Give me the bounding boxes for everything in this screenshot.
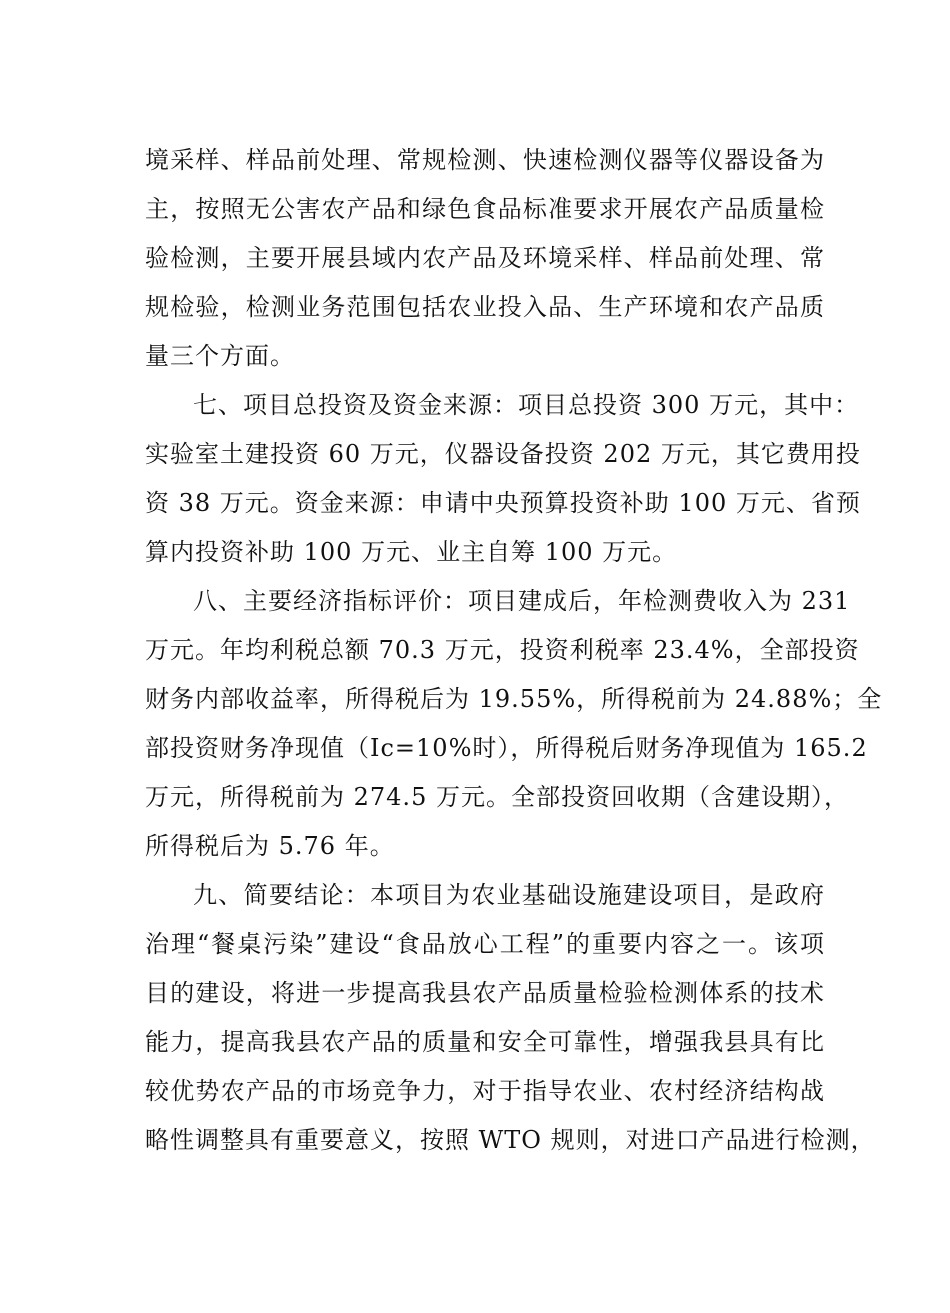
text-line: 资 38 万元。资金来源：申请中央预算投资补助 100 万元、省预	[145, 489, 861, 517]
text-line: 境采样、样品前处理、常规检测、快速检测仪器等仪器设备为	[145, 146, 825, 174]
text-line: 九、简要结论：本项目为农业基础设施建设项目，是政府	[193, 881, 825, 909]
paragraph-conclusion	[145, 871, 876, 1165]
text-line: 财务内部收益率，所得税后为 19.55%，所得税前为 24.88%；全	[145, 685, 883, 713]
text-line: 万元，所得税前为 274.5 万元。全部投资回收期（含建设期），	[145, 783, 849, 811]
text-line: 量三个方面。	[145, 342, 295, 370]
text-line: 略性调整具有重要意义，按照 WTO 规则，对进口产品进行检测，	[145, 1126, 876, 1154]
text-line: 规检验，检测业务范围包括农业投入品、生产环境和农产品质	[145, 293, 825, 321]
paragraph-economic-indicators	[145, 577, 883, 871]
paragraph-investment	[145, 381, 861, 577]
text-line: 算内投资补助 100 万元、业主自筹 100 万元。	[145, 538, 678, 566]
text-line: 七、项目总投资及资金来源：项目总投资 300 万元，其中：	[193, 391, 860, 419]
text-line: 主，按照无公害农产品和绿色食品标准要求开展农产品质量检	[145, 195, 825, 223]
text-line: 能力，提高我县农产品的质量和安全可靠性，增强我县具有比	[145, 1028, 825, 1056]
text-line: 治理“餐桌污染”建设“食品放心工程”的重要内容之一。该项	[145, 930, 825, 958]
text-line: 八、主要经济指标评价：项目建成后，年检测费收入为 231	[193, 587, 851, 615]
text-line: 部投资财务净现值（Ic=10%时），所得税后财务净现值为 165.2	[145, 734, 868, 762]
text-line: 较优势农产品的市场竞争力，对于指导农业、农村经济结构战	[145, 1077, 825, 1105]
text-line: 万元。年均利税总额 70.3 万元，投资利税率 23.4%，全部投资	[145, 636, 860, 664]
document-body	[145, 136, 883, 1165]
paragraph-equipment-scope	[145, 136, 825, 381]
text-line: 所得税后为 5.76 年。	[145, 832, 395, 860]
text-line: 验检测，主要开展县域内农产品及环境采样、样品前处理、常	[145, 244, 825, 272]
text-line: 实验室土建投资 60 万元，仪器设备投资 202 万元，其它费用投	[145, 440, 861, 468]
text-line: 目的建设，将进一步提高我县农产品质量检验检测体系的技术	[145, 979, 825, 1007]
